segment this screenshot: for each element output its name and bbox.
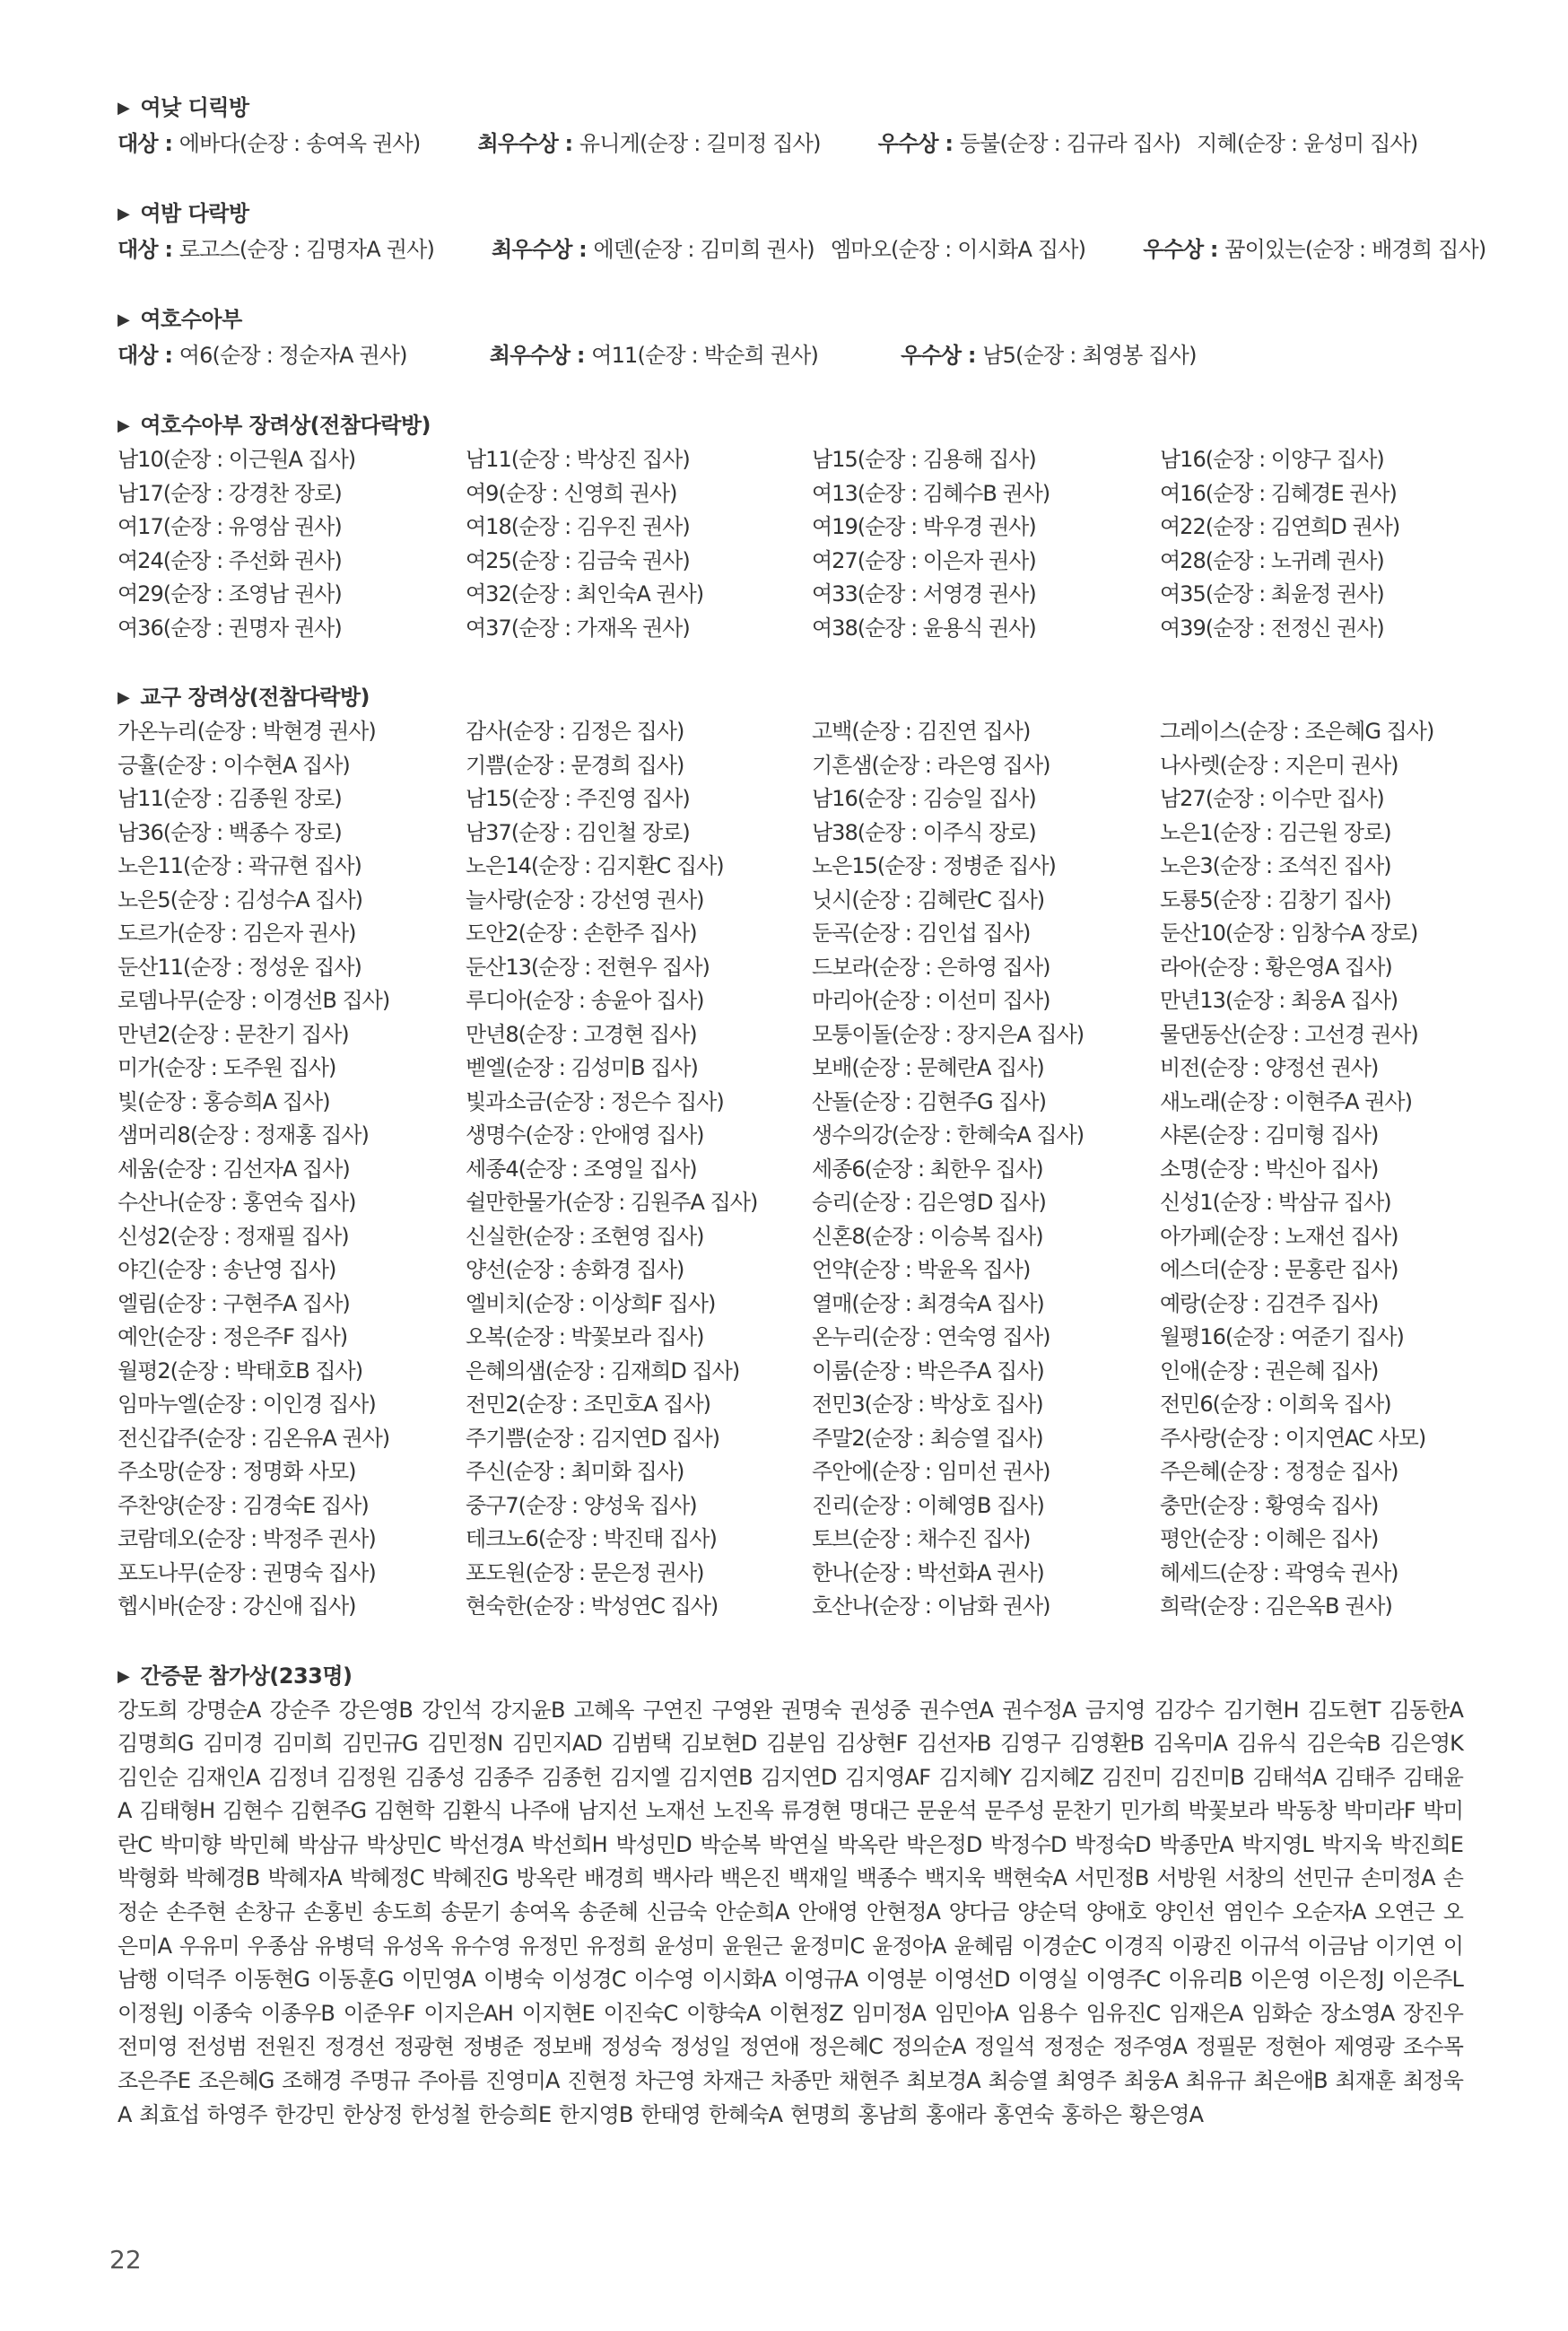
award-entry: 에스더(순장 : 문홍란 집사) (1160, 1257, 1398, 1282)
award-entry: 야긴(순장 : 송난영 집사) (118, 1257, 336, 1282)
award-entry: 로뎀나무(순장 : 이경선B 집사) (118, 988, 390, 1013)
award-entry: 현숙한(순장 : 박성연C 집사) (466, 1593, 719, 1619)
award-entry: 인애(순장 : 권은혜 집사) (1160, 1358, 1379, 1384)
award-entry: 여37(순장 : 가재옥 권사) (466, 615, 690, 641)
encouragement-grid (118, 715, 1463, 1624)
award-entry: 남27(순장 : 이수만 집사) (1160, 786, 1384, 811)
encouragement-grid (118, 443, 1463, 645)
award-entry: 신성2(순장 : 정재필 집사) (118, 1223, 349, 1249)
award-entry: 노은15(순장 : 정병준 집사) (812, 853, 1056, 878)
grand-prize-label: 대상 : (118, 237, 179, 262)
award-entry: 임마누엘(순장 : 이인경 집사) (118, 1392, 376, 1417)
award-entry: 마리아(순장 : 이선미 집사) (812, 988, 1050, 1013)
triangle-bullet-icon: ▶ (118, 310, 130, 329)
award-entry: 여36(순장 : 권명자 권사) (118, 615, 342, 641)
award-entry: 예안(순장 : 정은주F 집사) (118, 1324, 348, 1349)
excellence-prize-label: 최우수상 : (489, 343, 592, 368)
award-entry: 노은14(순장 : 김지환C 집사) (466, 853, 724, 878)
award-entry: 엘비치(순장 : 이상희F 집사) (466, 1290, 716, 1316)
award-entry: 생명수(순장 : 안애영 집사) (466, 1122, 704, 1148)
award-entry: 여16(순장 : 김혜경E 권사) (1160, 480, 1397, 506)
award-entry: 여32(순장 : 최인숙A 권사) (466, 581, 704, 607)
award-entry: 여22(순장 : 김연희D 권사) (1160, 514, 1400, 539)
award-entry: 물댄동산(순장 : 고선경 권사) (1160, 1021, 1418, 1047)
award-entry: 벧엘(순장 : 김성미B 집사) (466, 1055, 698, 1080)
section-parish-encouragement (118, 679, 1463, 1624)
award-entry: 예랑(순장 : 김견주 집사) (1160, 1290, 1379, 1316)
triangle-bullet-icon: ▶ (118, 1666, 130, 1686)
award-entry: 여38(순장 : 윤용식 권사) (812, 615, 1036, 641)
award-entry: 포도나무(순장 : 권명숙 집사) (118, 1559, 376, 1585)
award-entry: 여13(순장 : 김혜수B 권사) (812, 480, 1050, 506)
award-entry: 여39(순장 : 전정신 권사) (1160, 615, 1384, 641)
award-entry: 언약(순장 : 박윤옥 집사) (812, 1257, 1031, 1282)
award-row (118, 126, 1463, 162)
award-entry: 남17(순장 : 강경찬 장로) (118, 480, 342, 506)
section-yeobam-group (118, 196, 1486, 267)
awards-page (118, 90, 1486, 2166)
section-joshua-department (118, 301, 1463, 373)
section-testimony-participation (118, 1658, 1463, 2133)
award-entry: 닛시(순장 : 김혜란C 집사) (812, 886, 1045, 912)
award-entry: 도안2(순장 : 손한주 집사) (466, 921, 697, 946)
triangle-bullet-icon: ▶ (118, 416, 130, 435)
award-entry: 아가페(순장 : 노재선 집사) (1160, 1223, 1398, 1249)
award-entry: 월평16(순장 : 여준기 집사) (1160, 1324, 1404, 1349)
award-entry: 도룡5(순장 : 김창기 집사) (1160, 886, 1391, 912)
award-entry: 늘사랑(순장 : 강선영 권사) (466, 886, 704, 912)
award-row (118, 231, 1486, 267)
award-entry: 만년8(순장 : 고경현 집사) (466, 1021, 697, 1047)
award-entry: 에바다(순장 : 송여옥 권사) (179, 131, 421, 156)
award-entry: 모퉁이돌(순장 : 장지은A 집사) (812, 1021, 1085, 1047)
award-entry: 엘림(순장 : 구현주A 집사) (118, 1290, 350, 1316)
award-entry: 세종6(순장 : 최한우 집사) (812, 1156, 1043, 1182)
award-entry: 여29(순장 : 조영남 권사) (118, 581, 342, 607)
award-entry: 은혜의샘(순장 : 김재희D 집사) (466, 1358, 740, 1384)
award-entry: 주기쁨(순장 : 김지연D 집사) (466, 1425, 720, 1451)
award-entry: 전민2(순장 : 조민호A 집사) (466, 1392, 711, 1417)
award-entry: 지혜(순장 : 윤성미 집사) (1197, 131, 1418, 156)
award-entry: 둔곡(순장 : 김인섭 집사) (812, 921, 1031, 946)
grand-prize-label: 대상 : (118, 343, 179, 368)
award-entry: 주찬양(순장 : 김경숙E 집사) (118, 1492, 369, 1518)
award-entry: 노은11(순장 : 곽규현 집사) (118, 853, 362, 878)
award-entry: 미가(순장 : 도주원 집사) (118, 1055, 336, 1080)
award-entry: 소명(순장 : 박신아 집사) (1160, 1156, 1379, 1182)
award-entry: 노은1(순장 : 김근원 장로) (1160, 819, 1391, 845)
grand-prize-label: 대상 : (118, 131, 179, 156)
award-entry: 긍휼(순장 : 이수현A 집사) (118, 752, 350, 778)
award-entry: 여19(순장 : 박우경 권사) (812, 514, 1036, 539)
award-entry: 유니게(순장 : 길미정 집사) (579, 131, 821, 156)
award-entry: 주소망(순장 : 정명화 사모) (118, 1459, 356, 1484)
award-entry: 온누리(순장 : 연숙영 집사) (812, 1324, 1050, 1349)
excellence-prize-label: 최우수상 : (477, 131, 579, 156)
award-entry: 세종4(순장 : 조영일 집사) (466, 1156, 697, 1182)
award-entry: 루디아(순장 : 송윤아 집사) (466, 988, 704, 1013)
award-entry: 여17(순장 : 유영삼 권사) (118, 514, 342, 539)
award-entry: 가온누리(순장 : 박현경 권사) (118, 719, 376, 744)
award-entry: 여33(순장 : 서영경 권사) (812, 581, 1036, 607)
award-entry: 헤세드(순장 : 곽영숙 권사) (1160, 1559, 1398, 1585)
award-entry: 남36(순장 : 백종수 장로) (118, 819, 342, 845)
award-entry: 월평2(순장 : 박태호B 집사) (118, 1358, 363, 1384)
award-entry: 노은5(순장 : 김성수A 집사) (118, 886, 363, 912)
award-entry: 주은혜(순장 : 정정순 집사) (1160, 1459, 1398, 1484)
award-entry: 꿈이있는(순장 : 배경희 집사) (1224, 237, 1486, 262)
award-entry: 남11(순장 : 김종원 장로) (118, 786, 342, 811)
award-entry: 승리(순장 : 김은영D 집사) (812, 1190, 1046, 1215)
section-title: ▶ 교구 장려상(전참다락방) (118, 685, 370, 710)
award-entry: 여6(순장 : 정순자A 권사) (179, 343, 407, 368)
award-entry: 이룸(순장 : 박은주A 집사) (812, 1358, 1044, 1384)
award-entry: 전민3(순장 : 박상호 집사) (812, 1392, 1043, 1417)
award-entry: 충만(순장 : 황영숙 집사) (1160, 1492, 1379, 1518)
award-entry: 주신(순장 : 최미화 집사) (466, 1459, 684, 1484)
page-number: 22 (109, 2245, 142, 2274)
award-entry: 라아(순장 : 황은영A 집사) (1160, 954, 1392, 980)
award-entry: 만년13(순장 : 최웅A 집사) (1160, 988, 1398, 1013)
award-entry: 쉴만한물가(순장 : 김원주A 집사) (466, 1190, 758, 1215)
triangle-bullet-icon: ▶ (118, 205, 130, 223)
award-entry: 새노래(순장 : 이현주A 권사) (1160, 1088, 1412, 1114)
award-entry: 테크노6(순장 : 박진태 집사) (466, 1526, 717, 1551)
award-entry: 남37(순장 : 김인철 장로) (466, 819, 690, 845)
award-entry: 오복(순장 : 박꽃보라 집사) (466, 1324, 704, 1349)
participant-names: 강도희 강명순A 강순주 강은영B 강인석 강지윤B 고혜옥 구연진 구영완 권명숙 권성중 권수연A 권수정A 금지영 김강수 김기현H 김도현T 김동한A 김명희G 김미경 김미희 김민규G 김민정N 김민지AD 김범택 김보현D 김분임 김상현F 김선자B 김영구 김영환B 김옥미A 김유식 김은숙B 김은영K 김인순 김재인A 김정녀 김정원 김종성 김종주 김종헌 김지엘 김지연B 김지연D 김지영AF 김지혜Y 김지혜Z 김진미 김진미B 김태석A 김태주 김태윤A 김태형H 김현수 김현주G 김현학 김환식 나주애 남지선 노재선 노진옥 류경현 명대근 문운석 문주성 문찬기 민가희 박꽃보라 박동창 박미라F 박미란C 박미향 박민혜 박삼규 박상민C 박선경A 박선희H 박성민D 박순복 박연실 박옥란 박은정D 박정수D 박정숙D 박종만A 박지영L 박지욱 박진희E 박형화 박혜경B 박혜자A 박혜정C 박혜진G 방옥란 배경희 백사라 백은진 백재일 백종수 백지욱 백현숙A 서민정B 서방원 서창의 선민규 손미정A 손정순 손주현 손창규 손홍빈 송도희 송문기 송여옥 송준혜 신금숙 안순희A 안애영 안현정A 양다금 양순덕 양애호 양인선 염인수 오순자A 오연근 오은미A 우유미 우종삼 유병덕 유성옥 유수영 유정민 유정희 윤성미 윤원근 윤정미C 윤정아A 윤혜림 이경순C 이경직 이광진 이규석 이금남 이기연 이남행 이덕주 이동현G 이동훈G 이민영A 이병숙 이성경C 이수영 이시화A 이영규A 이영분 이영선D 이영실 이영주C 이유리B 이은영 이은정J 이은주L 이정원J 이종숙 이종우B 이준우F 이지은AH 이지현E 이진숙C 이향숙A 이현정Z 임미정A 임민아A 임용수 임유진C 임재은A 임화순 장소영A 장진우 전미영 전성범 전원진 정경선 정광현 정병준 정보배 정성숙 정성일 정연애 정은혜C 정의순A 정일석 정정순 정주영A 정필문 정현아 제영광 조수목 조은주E 조은혜G 조해경 주명규 주아름 진영미A 진현정 차근영 차재근 차종만 채현주 최보경A 최승열 최영주 최웅A 최유규 최은애B 최재훈 최정욱A 최효섭 하영주 한강민 한상정 한성철 한승희E 한지영B 한태영 한혜숙A 현명희 홍남희 홍애라 홍연숙 홍하은 황은영A (118, 1697, 1463, 2127)
merit-prize-label: 우수상 : (877, 131, 960, 156)
award-entry: 에덴(순장 : 김미희 권사) (593, 237, 814, 262)
award-entry: 고백(순장 : 김진연 집사) (812, 719, 1031, 744)
award-row (118, 337, 1463, 373)
award-entry: 여25(순장 : 김금숙 권사) (466, 547, 690, 573)
award-entry: 샤론(순장 : 김미형 집사) (1160, 1122, 1379, 1148)
award-entry: 여24(순장 : 주선화 권사) (118, 547, 342, 573)
merit-prize-label: 우수상 : (901, 343, 983, 368)
award-entry: 산돌(순장 : 김현주G 집사) (812, 1088, 1046, 1114)
award-entry: 기쁨(순장 : 문경희 집사) (466, 752, 684, 778)
award-entry: 중구7(순장 : 양성욱 집사) (466, 1492, 697, 1518)
award-entry: 진리(순장 : 이혜영B 집사) (812, 1492, 1044, 1518)
award-entry: 노은3(순장 : 조석진 집사) (1160, 853, 1391, 878)
award-entry: 기흔샘(순장 : 라은영 집사) (812, 752, 1050, 778)
award-entry: 세움(순장 : 김선자A 집사) (118, 1156, 350, 1182)
award-entry: 포도원(순장 : 문은정 권사) (466, 1559, 704, 1585)
award-entry: 신성1(순장 : 박삼규 집사) (1160, 1190, 1391, 1215)
triangle-bullet-icon: ▶ (118, 99, 130, 118)
award-entry: 전신갑주(순장 : 김온유A 권사) (118, 1425, 390, 1451)
section-joshua-encouragement (118, 407, 1463, 645)
award-entry: 희락(순장 : 김은옥B 권사) (1160, 1593, 1392, 1619)
section-title: ▶ 여밤 다락방 (118, 201, 249, 226)
award-entry: 전민6(순장 : 이희욱 집사) (1160, 1392, 1391, 1417)
award-entry: 빛(순장 : 홍승희A 집사) (118, 1088, 330, 1114)
award-entry: 평안(순장 : 이혜은 집사) (1160, 1526, 1379, 1551)
award-entry: 둔산11(순장 : 정성운 집사) (118, 954, 362, 980)
award-entry: 여11(순장 : 박순희 권사) (591, 343, 819, 368)
award-entry: 남16(순장 : 김승일 집사) (812, 786, 1036, 811)
award-entry: 호산나(순장 : 이남화 권사) (812, 1593, 1050, 1619)
award-entry: 양선(순장 : 송화경 집사) (466, 1257, 684, 1282)
award-entry: 보배(순장 : 문혜란A 집사) (812, 1055, 1044, 1080)
award-entry: 등불(순장 : 김규라 집사) (959, 131, 1181, 156)
award-entry: 도르가(순장 : 김은자 권사) (118, 921, 356, 946)
award-entry: 남15(순장 : 주진영 집사) (466, 786, 690, 811)
award-entry: 엠마오(순장 : 이시화A 집사) (830, 237, 1086, 262)
award-entry: 수산나(순장 : 홍연숙 집사) (118, 1190, 356, 1215)
section-title: ▶ 간증문 참가상(233명) (118, 1663, 353, 1689)
section-title: ▶ 여호수아부 장려상(전참다락방) (118, 413, 431, 438)
award-entry: 비전(순장 : 양정선 권사) (1160, 1055, 1379, 1080)
award-entry: 신혼8(순장 : 이승복 집사) (812, 1223, 1043, 1249)
award-entry: 헵시바(순장 : 강신애 집사) (118, 1593, 356, 1619)
award-entry: 남10(순장 : 이근원A 집사) (118, 447, 356, 472)
award-entry: 여18(순장 : 김우진 권사) (466, 514, 690, 539)
award-entry: 토브(순장 : 채수진 집사) (812, 1526, 1031, 1551)
excellence-prize-label: 최우수상 : (492, 237, 594, 262)
award-entry: 만년2(순장 : 문찬기 집사) (118, 1021, 349, 1047)
award-entry: 여35(순장 : 최윤정 권사) (1160, 581, 1384, 607)
award-entry: 샘머리8(순장 : 정재홍 집사) (118, 1122, 369, 1148)
award-entry: 둔산10(순장 : 임창수A 장로) (1160, 921, 1418, 946)
triangle-bullet-icon: ▶ (118, 688, 130, 707)
award-entry: 주안에(순장 : 임미선 권사) (812, 1459, 1050, 1484)
award-entry: 남11(순장 : 박상진 집사) (466, 447, 690, 472)
award-entry: 둔산13(순장 : 전현우 집사) (466, 954, 710, 980)
award-entry: 여28(순장 : 노귀례 권사) (1160, 547, 1384, 573)
award-entry: 열매(순장 : 최경숙A 집사) (812, 1290, 1044, 1316)
award-entry: 여9(순장 : 신영희 권사) (466, 480, 677, 506)
award-entry: 그레이스(순장 : 조은혜G 집사) (1160, 719, 1434, 744)
award-entry: 주말2(순장 : 최승열 집사) (812, 1425, 1043, 1451)
award-entry: 주사랑(순장 : 이지연AC 사모) (1160, 1425, 1426, 1451)
award-entry: 생수의강(순장 : 한혜숙A 집사) (812, 1122, 1085, 1148)
award-entry: 남5(순장 : 최영봉 집사) (982, 343, 1197, 368)
section-title: ▶ 여호수아부 (118, 307, 242, 332)
award-entry: 빛과소금(순장 : 정은수 집사) (466, 1088, 724, 1114)
award-entry: 감사(순장 : 김정은 집사) (466, 719, 684, 744)
award-entry: 여27(순장 : 이은자 권사) (812, 547, 1036, 573)
award-entry: 한나(순장 : 박선화A 권사) (812, 1559, 1044, 1585)
merit-prize-label: 우수상 : (1143, 237, 1225, 262)
award-entry: 나사렛(순장 : 지은미 권사) (1160, 752, 1398, 778)
award-entry: 남16(순장 : 이양구 집사) (1160, 447, 1384, 472)
award-entry: 로고스(순장 : 김명자A 권사) (179, 237, 435, 262)
section-title: ▶ 여낮 디릭방 (118, 95, 249, 120)
award-entry: 코람데오(순장 : 박정주 권사) (118, 1526, 376, 1551)
award-entry: 신실한(순장 : 조현영 집사) (466, 1223, 704, 1249)
award-entry: 남15(순장 : 김용해 집사) (812, 447, 1036, 472)
award-entry: 남38(순장 : 이주식 장로) (812, 819, 1036, 845)
section-yeonat-group (118, 90, 1463, 162)
award-entry: 드보라(순장 : 은하영 집사) (812, 954, 1050, 980)
